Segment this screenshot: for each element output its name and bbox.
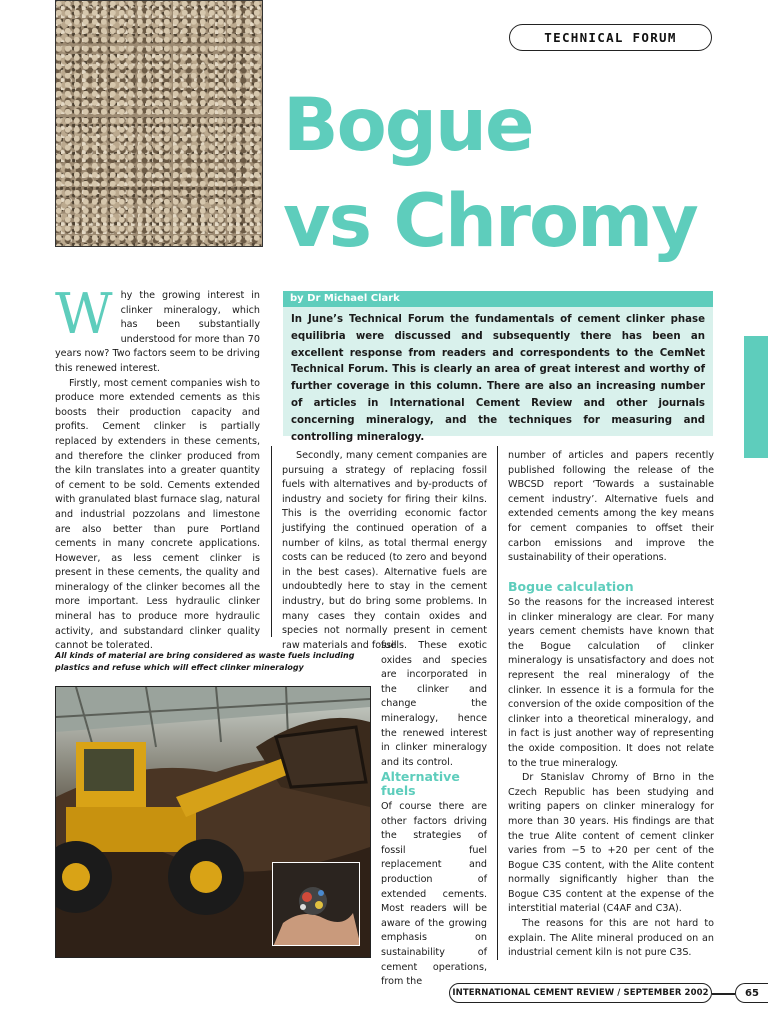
intro-paragraph: hy the growing interest in clinker mineralogy, which has been substantially understood for more than 70 years now? Two factors seem to be driving this renewed interest. [55,290,260,374]
column-2-continued [381,639,487,770]
waste-fuel-inset-photo [272,862,360,946]
body-paragraph: number of articles and papers recently published following the release of the WBCSD report ‘Towards a sustainable cement industry’. Alternative fuels and extended cements among the key means for cement companies to offset their carbon emissions and improve the sustainability of their operations. [508,450,714,564]
subheading-bogue-calculation: Bogue calculation [508,579,634,594]
column-3-top [508,449,714,566]
body-paragraph: The reasons for this are not hard to explain. The Alite mineral produced on an industrial cement kiln is not pure C3S. [508,918,714,959]
article-title-line-2: vs Chromy [283,179,697,264]
body-paragraph: So the reasons for the increased interest in clinker mineralogy are clear. For many years cement chemists have known that the Bogue calculation of clinker mineralogy is unsatisfactory and does not represent the real mineralogy of the clinker. In essence it is a formula for the conversion of the oxide composition of the clinker into a theoretical mineralogy, and in fact is just another way of representing the oxide composition. It does not relate to the true mineralogy. [508,597,714,769]
waste-fuel-illustration [273,863,360,946]
byline: by Dr Michael Clark [283,291,713,307]
page-number: 65 [735,983,768,1003]
footer-journal-info: INTERNATIONAL CEMENT REVIEW / SEPTEMBER 2002 [449,983,712,1003]
section-tag: TECHNICAL FORUM [509,24,712,51]
photo-caption: All kinds of material are bring considered as waste fuels including plastics and refuse which will effect clinker mineralogy [55,651,355,672]
column-divider [497,446,498,960]
subheading-alternative-fuels: Alternative fuels [381,769,460,798]
drop-cap: W [55,282,113,347]
column-2-top [282,449,487,653]
body-paragraph: Secondly, many cement companies are pursuing a strategy of replacing fossil fuels with alternatives and by-products of industry and society for firing their kilns. This is the overriding economic factor justifying the continued operation of a number of kilns, as total thermal energy costs can be reduced (to zero and beyond in the best cases). Alternative fuels are undoubtedly here to stay in the cement industry, but do bring some problems. In many cases they contain oxides and species not normally present in cement raw materials and fossil [282,450,487,651]
article-title-line-1: Bogue [283,83,533,168]
footer-connector-line [712,993,735,995]
column-divider [271,446,272,637]
body-paragraph: Firstly, most cement companies wish to produce more extended cements as this boosts their production capacity and profits. Cement clinker is partially replaced by extenders in these cements, and therefore the clinker produced from the kiln translates into a greater quantity of cement to be sold. Cements extended with granulated blast furnace slag, natural and industrial pozzolans and limestone are also better than pure Portland cements in many concrete applications. However, as less cement clinker is present in these cements, the quality and mineralogy of the clinker becomes all the more important. Less hydraulic clinker mineral has to produce more hydraulic activity, and substandard clinker quality cannot be tolerated. [55,377,260,652]
column-1 [55,282,260,654]
body-paragraph: fuels. These exotic oxides and species are incorporated in the clinker and change the mineralogy, hence the renewed interest in clinker mineralogy and its control. [381,640,487,768]
column-3-bottom [508,596,714,961]
body-paragraph: Of course there are other factors driving the strategies of fossil fuel replacement and production of extended cements. Most readers will be aware of the growing emphasis on sustainability of cement operations, from the [381,801,487,988]
column-2-bottom [381,800,487,990]
clinker-pellets-photo [55,0,263,247]
edge-color-tab [744,336,768,458]
standfirst: In June’s Technical Forum the fundamentals of cement clinker phase equilibria were discussed and subsequently there has been an excellent response from readers and correspondents to the CemNet Technical Forum. This is clearly an area of great interest and worthy of further coverage in this column. There are also an increasing number of articles in International Cement Review and other journals concerning mineralogy, and the techniques for measuring and controlling mineralogy. [283,307,713,436]
body-paragraph: Dr Stanislav Chromy of Brno in the Czech Republic has been studying and writing papers on clinker mineralogy for more than 30 years. His findings are that the true Alite content of cement clinker varies from −5 to +20 per cent of the Bogue C3S content, with the Alite content normally significantly higher than the Bogue C3S content at the expense of the interstitial material (C4AF and C3A). [508,772,714,915]
